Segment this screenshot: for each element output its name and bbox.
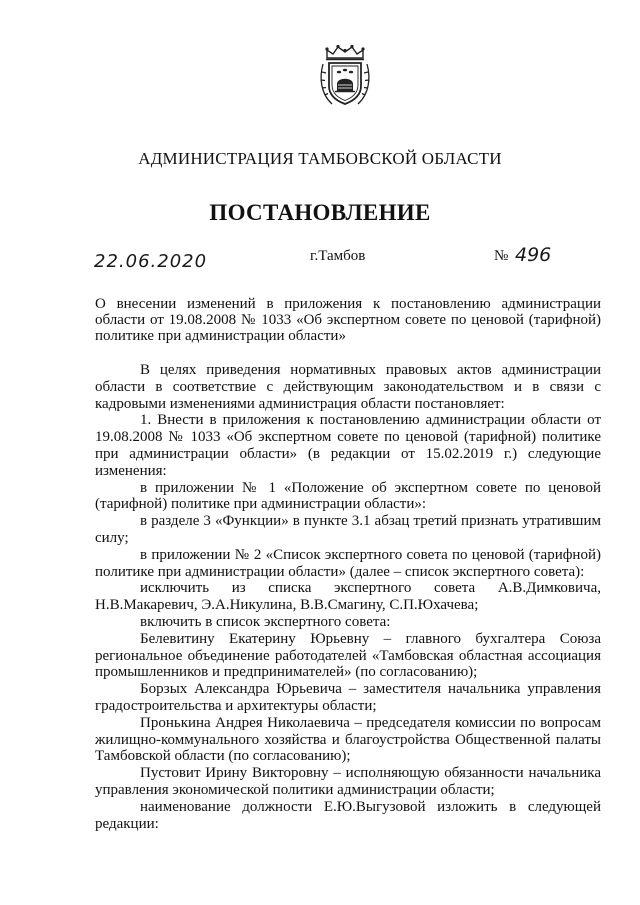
body-paragraph: наименование должности Е.Ю.Выгузовой изложить в следующей редакции: bbox=[95, 798, 601, 832]
document-subject: О внесении изменений в приложения к постановлению администрации области от 19.08.2008 № 1033 «Об экспертном совете по ценовой (тарифной) политике при администрации области» bbox=[95, 296, 601, 344]
handwritten-date: 22.06.2020 bbox=[94, 251, 208, 272]
body-paragraph: в приложении № 1 «Положение об экспертном совете по ценовой (тарифной) политике при администрации области»: bbox=[95, 479, 601, 513]
body-paragraph: Пронькина Андрея Николаевича – председателя комиссии по вопросам жилищно-коммунального хозяйства и благоустройства Общественной палаты Тамбовской области (по согласованию); bbox=[95, 714, 601, 765]
body-paragraph: в разделе 3 «Функции» в пункте 3.1 абзац третий признать утратившим силу; bbox=[95, 513, 601, 546]
city-label: г.Тамбов bbox=[310, 248, 366, 264]
tambov-region-coat-of-arms-icon bbox=[318, 44, 372, 110]
body-paragraph: в приложении № 2 «Список экспертного совета по ценовой (тарифной) политике при администрации области» (далее – список экспертного совета): bbox=[95, 546, 601, 580]
body-paragraph: Борзых Александра Юрьевича – заместителя начальника управления градостроительства и архитектуры области; bbox=[95, 681, 601, 714]
body-paragraph: Белевитину Екатерину Юрьевну – главного бухгалтера Союза региональное объединение работодателей «Тамбовская областная ассоциация промышленников и предпринимателей» (по согласованию); bbox=[95, 630, 601, 681]
body-paragraph: включить в список экспертного совета: bbox=[140, 613, 391, 630]
handwritten-document-number: 496 bbox=[515, 244, 552, 266]
administration-title: АДМИНИСТРАЦИЯ ТАМБОВСКОЙ ОБЛАСТИ bbox=[138, 149, 502, 168]
number-sign: № bbox=[494, 248, 509, 264]
body-paragraph: В целях приведения нормативных правовых актов администрации области в соответствие с действующим законодательством и в связи с кадровыми изменениями администрация области постановляет: bbox=[95, 362, 601, 412]
body-paragraph: Пустовит Ирину Викторовну – исполняющую обязанности начальника управления экономической политики администрации области; bbox=[95, 765, 601, 798]
document-type-title: ПОСТАНОВЛЕНИЕ bbox=[209, 200, 431, 225]
body-paragraph: исключить из списка экспертного совета А.В.Димковича, Н.В.Макаревич, Э.А.Никулина, В.В.Смагину, С.П.Юхачева; bbox=[95, 580, 601, 614]
document-body bbox=[95, 362, 601, 832]
body-paragraph: 1. Внести в приложения к постановлению администрации области от 19.08.2008 № 1033 «Об экспертном совете по ценовой (тарифной) политике при администрации области» (в редакции от 15.02.2019 г.) следующие изменения: bbox=[95, 412, 601, 479]
